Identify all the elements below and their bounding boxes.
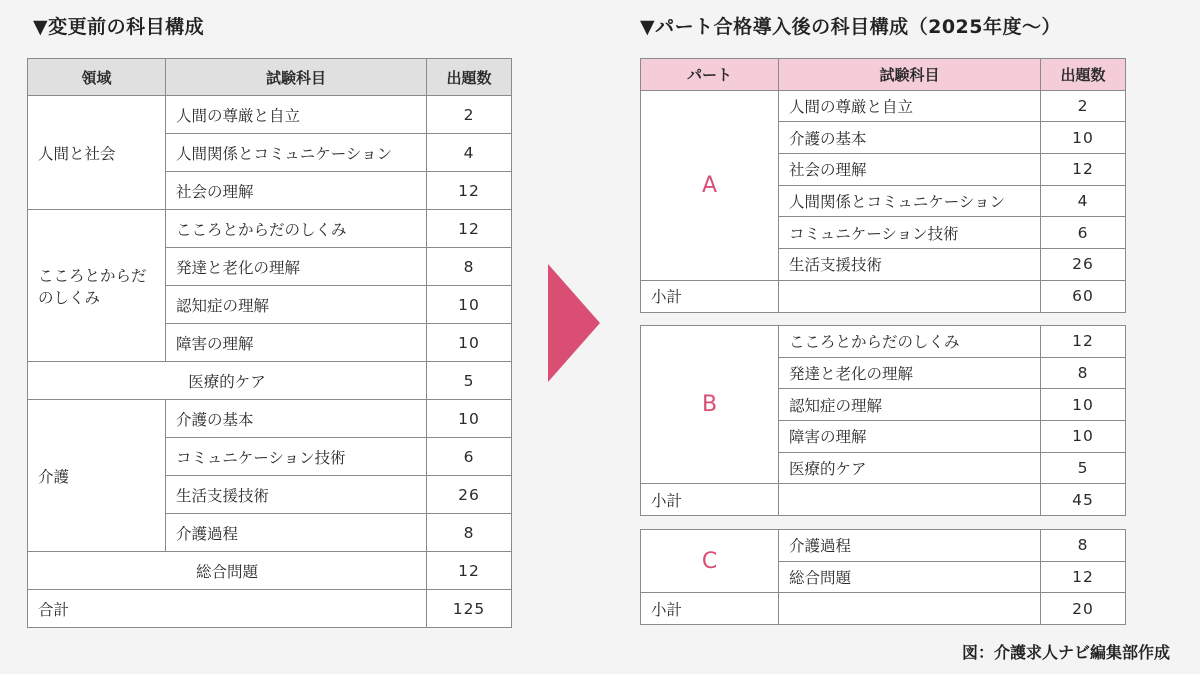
header-part: パート: [641, 59, 779, 91]
subject-cell: 医療的ケア: [28, 362, 427, 400]
table-row: [28, 210, 512, 248]
subject-cell: こころとからだのしくみ: [166, 210, 427, 248]
count-cell: 5: [1041, 452, 1126, 484]
subject-cell: 人間の尊厳と自立: [166, 96, 427, 134]
total-count: 125: [427, 590, 512, 628]
subject-cell: 介護の基本: [779, 122, 1041, 154]
subject-cell: 発達と老化の理解: [779, 357, 1041, 389]
subject-cell: 障害の理解: [166, 324, 427, 362]
table-row: [28, 362, 512, 400]
subject-cell: 発達と老化の理解: [166, 248, 427, 286]
table-row: [641, 90, 1126, 122]
header-domain: 領域: [28, 59, 166, 96]
subtotal-row: [641, 280, 1126, 312]
total-row: [28, 590, 512, 628]
subject-cell: 人間関係とコミュニケーション: [166, 134, 427, 172]
table-header-row: [28, 59, 512, 96]
header-count: 出題数: [1041, 59, 1126, 91]
table-row: [28, 400, 512, 438]
subject-cell: 介護過程: [779, 530, 1041, 562]
subject-cell: 社会の理解: [779, 154, 1041, 186]
subject-cell: コミュニケーション技術: [166, 438, 427, 476]
count-cell: 8: [427, 248, 512, 286]
part-c-table: [640, 529, 1126, 625]
count-cell: 12: [1041, 561, 1126, 593]
count-cell: 12: [427, 172, 512, 210]
subtotal-label: 小計: [641, 593, 779, 625]
header-subject: 試験科目: [166, 59, 427, 96]
count-cell: 10: [1041, 122, 1126, 154]
count-cell: 8: [1041, 357, 1126, 389]
subject-cell: 人間関係とコミュニケーション: [779, 185, 1041, 217]
part-b-table: [640, 325, 1126, 516]
count-cell: 8: [1041, 530, 1126, 562]
count-cell: 12: [427, 552, 512, 590]
empty-cell: [779, 593, 1041, 625]
count-cell: 8: [427, 514, 512, 552]
header-subject: 試験科目: [779, 59, 1041, 91]
table-row: [28, 96, 512, 134]
total-label: 合計: [28, 590, 427, 628]
part-a-table: [640, 58, 1126, 313]
empty-cell: [779, 280, 1041, 312]
subject-cell: 介護過程: [166, 514, 427, 552]
part-label: C: [641, 530, 779, 593]
domain-line: のしくみ: [38, 288, 101, 307]
subtotal-count: 60: [1041, 280, 1126, 312]
count-cell: 12: [1041, 326, 1126, 358]
subject-cell: 総合問題: [28, 552, 427, 590]
right-heading: ▼パート合格導入後の科目構成（2025年度～）: [640, 16, 1061, 38]
empty-cell: [779, 484, 1041, 516]
source-credit: 図：介護求人ナビ編集部作成: [961, 643, 1170, 662]
subject-cell: コミュニケーション技術: [779, 217, 1041, 249]
subtotal-label: 小計: [641, 484, 779, 516]
header-count: 出題数: [427, 59, 512, 96]
count-cell: 10: [1041, 389, 1126, 421]
count-cell: 10: [427, 286, 512, 324]
subject-cell: 医療的ケア: [779, 452, 1041, 484]
table-row: [641, 326, 1126, 358]
count-cell: 10: [427, 324, 512, 362]
subject-cell: 人間の尊厳と自立: [779, 90, 1041, 122]
part-label: B: [641, 326, 779, 484]
subtotal-row: [641, 593, 1126, 625]
domain-line: こころとからだ: [38, 266, 147, 285]
count-cell: 5: [427, 362, 512, 400]
table-header-row: [641, 59, 1126, 91]
subject-cell: 介護の基本: [166, 400, 427, 438]
domain-cell: 人間と社会: [28, 96, 166, 210]
subtotal-count: 45: [1041, 484, 1126, 516]
subject-cell: こころとからだのしくみ: [779, 326, 1041, 358]
count-cell: 10: [427, 400, 512, 438]
table-row: [28, 552, 512, 590]
count-cell: 4: [427, 134, 512, 172]
count-cell: 10: [1041, 421, 1126, 453]
left-heading: ▼変更前の科目構成: [33, 16, 205, 38]
subject-cell: 生活支援技術: [166, 476, 427, 514]
domain-cell: 介護: [28, 400, 166, 552]
count-cell: 2: [427, 96, 512, 134]
count-cell: 4: [1041, 185, 1126, 217]
subject-cell: 社会の理解: [166, 172, 427, 210]
subtotal-count: 20: [1041, 593, 1126, 625]
subtotal-label: 小計: [641, 280, 779, 312]
count-cell: 6: [1041, 217, 1126, 249]
subject-cell: 生活支援技術: [779, 249, 1041, 281]
table-row: [641, 530, 1126, 562]
count-cell: 6: [427, 438, 512, 476]
domain-cell: [28, 210, 166, 362]
count-cell: 2: [1041, 90, 1126, 122]
count-cell: 26: [1041, 249, 1126, 281]
right-arrow-icon: [548, 264, 600, 382]
part-label: A: [641, 90, 779, 280]
arrow-shape: [548, 264, 600, 382]
subject-cell: 認知症の理解: [166, 286, 427, 324]
before-subjects-table: [27, 58, 512, 628]
subject-cell: 総合問題: [779, 561, 1041, 593]
subtotal-row: [641, 484, 1126, 516]
subject-cell: 障害の理解: [779, 421, 1041, 453]
count-cell: 12: [427, 210, 512, 248]
count-cell: 12: [1041, 154, 1126, 186]
count-cell: 26: [427, 476, 512, 514]
subject-cell: 認知症の理解: [779, 389, 1041, 421]
